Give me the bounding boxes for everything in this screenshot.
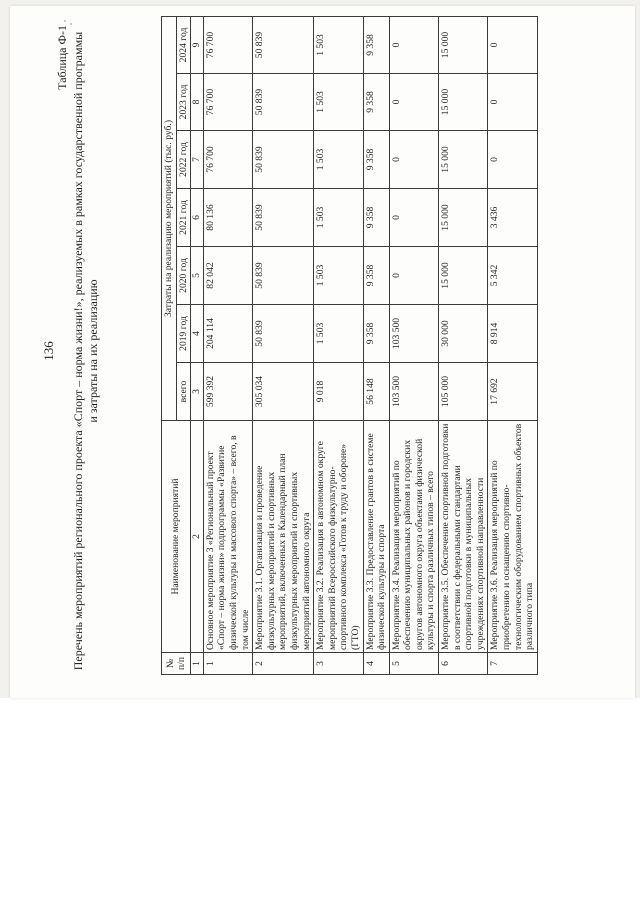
table-row xyxy=(488,16,537,674)
row-year-cost: 0 xyxy=(389,16,438,73)
row-year-cost: 1 503 xyxy=(314,131,363,189)
row-year-cost: 50 839 xyxy=(253,247,314,305)
header-year: 2024 год xyxy=(176,16,191,73)
row-number: 3 xyxy=(314,653,363,675)
header-year: 2021 год xyxy=(176,189,191,247)
row-total-cost: 105 000 xyxy=(439,363,488,421)
row-year-cost: 9 358 xyxy=(363,189,389,247)
header-num: № п/п xyxy=(162,653,191,675)
rotated-content xyxy=(15,11,630,691)
row-measure-name: Основное мероприятие 3 «Региональный проект «Спорт – норма жизни» подпрограммы «Развитие физической культуры и массового спорта» – всего, в том числе xyxy=(203,421,252,653)
column-number: 9 xyxy=(191,16,204,73)
table-header-row xyxy=(162,16,177,674)
table-row xyxy=(253,16,314,674)
row-year-cost: 9 358 xyxy=(363,305,389,363)
row-year-cost: 15 000 xyxy=(439,189,488,247)
header-total: всего xyxy=(176,363,191,421)
measures-table xyxy=(161,16,538,675)
row-year-cost: 1 503 xyxy=(314,305,363,363)
row-year-cost: 1 503 xyxy=(314,74,363,131)
row-year-cost: 9 358 xyxy=(363,131,389,189)
row-year-cost: 82 042 xyxy=(203,247,252,305)
row-total-cost: 56 148 xyxy=(363,363,389,421)
header-year: 2020 год xyxy=(176,247,191,305)
row-total-cost: 9 018 xyxy=(314,363,363,421)
column-number: 5 xyxy=(191,247,204,305)
row-number: 2 xyxy=(253,653,314,675)
table-row xyxy=(389,16,438,674)
column-number: 2 xyxy=(191,421,204,653)
header-costs: Затраты на реализацию мероприятий (тыс. руб.) xyxy=(162,16,177,420)
row-number: 7 xyxy=(488,653,537,675)
row-year-cost: 30 000 xyxy=(439,305,488,363)
row-year-cost: 9 358 xyxy=(363,247,389,305)
column-number: 8 xyxy=(191,74,204,131)
column-number: 7 xyxy=(191,131,204,189)
row-year-cost: 50 839 xyxy=(253,74,314,131)
row-year-cost: 1 503 xyxy=(314,16,363,73)
row-year-cost: 0 xyxy=(389,131,438,189)
row-year-cost: 76 700 xyxy=(203,74,252,131)
row-total-cost: 599 392 xyxy=(203,363,252,421)
row-year-cost: 50 839 xyxy=(253,131,314,189)
row-year-cost: 1 503 xyxy=(314,247,363,305)
row-measure-name: Мероприятие 3.4. Реализация мероприятий по обеспечению муниципальных районов и городских округов автономного округа объектами физической культуры и спорта различных типов – всего xyxy=(389,421,438,653)
row-total-cost: 17 692 xyxy=(488,363,537,421)
row-measure-name: Мероприятие 3.6. Реализация мероприятий по приобретению и оснащению спортивно-технологическим оборудованием спортивных объектов различного типа xyxy=(488,421,537,653)
row-year-cost: 5 342 xyxy=(488,247,537,305)
row-measure-name: Мероприятие 3.2. Реализация в автономном округе мероприятий Всероссийского физкультурно-спортивного комплекса «Готов к труду и обороне» (ГТО) xyxy=(314,421,363,653)
row-total-cost: 103 500 xyxy=(389,363,438,421)
row-year-cost: 0 xyxy=(488,16,537,73)
row-year-cost: 80 136 xyxy=(203,189,252,247)
column-number: 3 xyxy=(191,363,204,421)
row-year-cost: 15 000 xyxy=(439,16,488,73)
table-row xyxy=(363,16,389,674)
row-year-cost: 15 000 xyxy=(439,247,488,305)
row-year-cost: 9 358 xyxy=(363,16,389,73)
column-numbers-row xyxy=(191,16,204,674)
row-year-cost: 76 700 xyxy=(203,16,252,73)
row-year-cost: 50 839 xyxy=(253,16,314,73)
header-year: 2022 год xyxy=(176,131,191,189)
row-year-cost: 0 xyxy=(389,247,438,305)
row-measure-name: Мероприятие 3.3. Предоставление грантов в системе физической культуры и спорта xyxy=(363,421,389,653)
row-number: 5 xyxy=(389,653,438,675)
row-year-cost: 15 000 xyxy=(439,131,488,189)
header-name: Наименование мероприятий xyxy=(162,421,191,653)
row-year-cost: 15 000 xyxy=(439,74,488,131)
row-year-cost: 103 500 xyxy=(389,305,438,363)
table-label: Таблица Ф-1 xyxy=(55,25,69,90)
row-measure-name: Мероприятие 3.1. Организация и проведение физкультурных мероприятий и спортивных мероприятий, включенных в Календарный план физкультурных мероприятий и спортивных мероприятий автономного округа xyxy=(253,421,314,653)
header-year: 2023 год xyxy=(176,74,191,131)
row-year-cost: 9 358 xyxy=(363,74,389,131)
header-year: 2019 год xyxy=(176,305,191,363)
row-year-cost: 8 914 xyxy=(488,305,537,363)
heading-line-1: Перечень мероприятий регионального проекта «Спорт – норма жизни!», реализуемых в рамках государственной программы xyxy=(71,31,85,671)
table-row xyxy=(314,16,363,674)
row-number: 4 xyxy=(363,653,389,675)
column-number: 4 xyxy=(191,305,204,363)
document-heading xyxy=(71,31,101,671)
row-year-cost: 76 700 xyxy=(203,131,252,189)
row-year-cost: 0 xyxy=(389,189,438,247)
row-year-cost: 0 xyxy=(488,131,537,189)
row-total-cost: 305 034 xyxy=(253,363,314,421)
row-year-cost: 50 839 xyxy=(253,305,314,363)
row-year-cost: 0 xyxy=(488,74,537,131)
row-measure-name: Мероприятие 3.5. Обеспечение спортивной подготовки в соответствии с федеральными стандартами спортивной подготовки в муниципальных учреждениях спортивной направленности xyxy=(439,421,488,653)
row-year-cost: 50 839 xyxy=(253,189,314,247)
column-number: 1 xyxy=(191,653,204,675)
table-row xyxy=(203,16,252,674)
document-page xyxy=(10,6,635,698)
column-number: 6 xyxy=(191,189,204,247)
row-number: 1 xyxy=(203,653,252,675)
row-number: 6 xyxy=(439,653,488,675)
page-number: 136 xyxy=(41,341,56,361)
heading-line-2: и затраты на их реализацию xyxy=(86,279,100,423)
row-year-cost: 3 436 xyxy=(488,189,537,247)
row-year-cost: 0 xyxy=(389,74,438,131)
row-year-cost: 1 503 xyxy=(314,189,363,247)
table-row xyxy=(439,16,488,674)
row-year-cost: 204 114 xyxy=(203,305,252,363)
bottom-margin xyxy=(0,698,640,905)
